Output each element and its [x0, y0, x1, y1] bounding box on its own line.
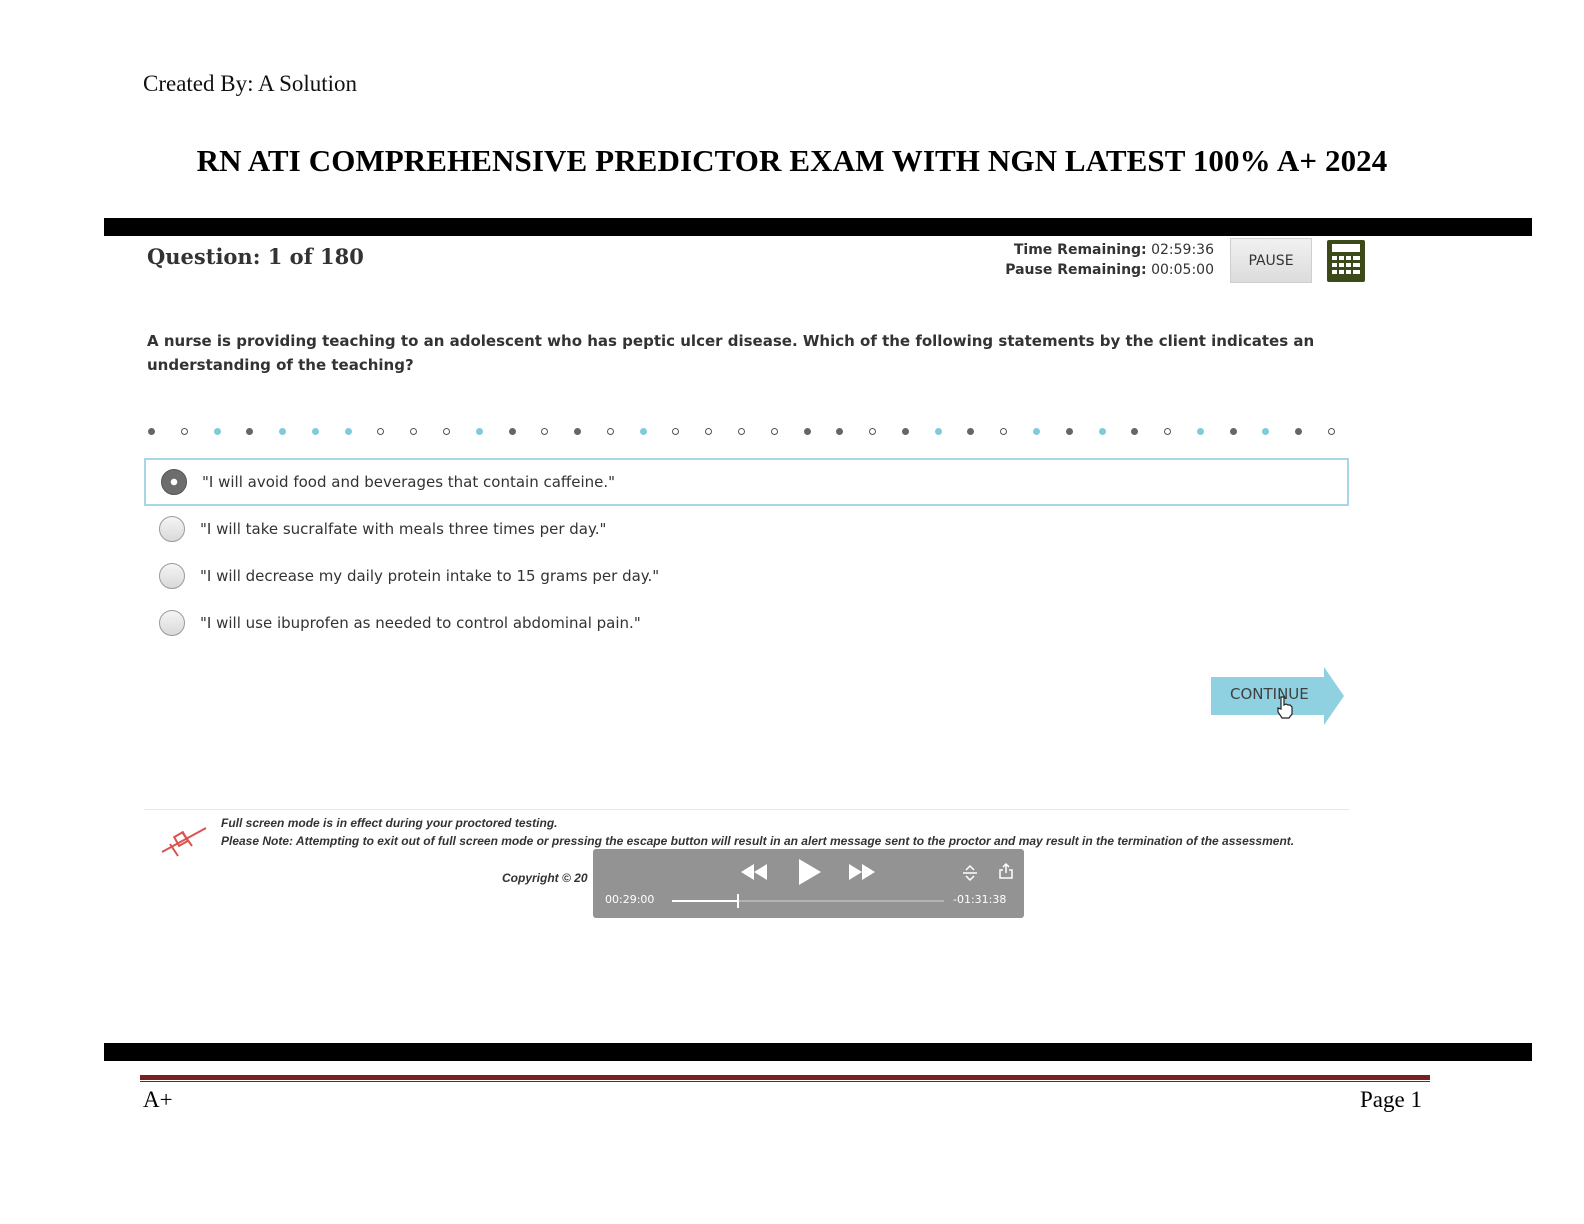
answer-option-1[interactable] [144, 458, 1349, 506]
progress-dot [1033, 428, 1040, 435]
pause-button[interactable]: PAUSE [1230, 238, 1312, 283]
play-icon[interactable] [797, 859, 821, 885]
footer-divider [144, 809, 1349, 810]
progress-dot [967, 428, 974, 435]
footer-rule-thin [140, 1081, 1430, 1082]
progress-dot [1295, 428, 1302, 435]
progress-dot [509, 428, 516, 435]
progress-dot [738, 428, 745, 435]
progress-dot [1328, 428, 1335, 435]
question-text: A nurse is providing teaching to an adolescent who has peptic ulcer disease. Which of the following statements by the client indicates an understanding of the teaching? [147, 332, 1315, 374]
progress-dot [1000, 428, 1007, 435]
copyright: Copyright © 20 [502, 871, 588, 885]
progress-dot [705, 428, 712, 435]
radio-button[interactable] [159, 516, 185, 542]
answer-option-4[interactable] [144, 599, 1349, 647]
answer-option-3[interactable] [144, 552, 1349, 600]
progress-dot [1230, 428, 1237, 435]
question-counter: Question: 1 of 180 [147, 244, 364, 269]
answer-text: "I will decrease my daily protein intake to 15 grams per day." [200, 567, 660, 585]
document-created-by: Created By: A Solution [143, 71, 358, 96]
radio-button[interactable] [159, 563, 185, 589]
progress-dot [541, 428, 548, 435]
progress-dots [148, 425, 1348, 439]
rewind-icon[interactable] [741, 864, 767, 880]
document-title: RN ATI COMPREHENSIVE PREDICTOR EXAM WITH NGN LATEST 100% A+ 2024 [196, 143, 1388, 178]
progress-dot [574, 428, 581, 435]
progress-dot [869, 428, 876, 435]
footer-grade: A+ [143, 1087, 173, 1112]
calculator-icon[interactable] [1326, 239, 1366, 283]
footer-rule [140, 1075, 1430, 1080]
time-remaining-value: 02:59:36 [1151, 242, 1214, 258]
progress-dot [377, 428, 384, 435]
video-player-controls [593, 849, 1024, 918]
fullscreen-notice: Full screen mode is in effect during your proctored testing. [221, 816, 558, 830]
top-black-bar [104, 218, 1532, 236]
progress-dot [902, 428, 909, 435]
progress-dot [640, 428, 647, 435]
radio-button[interactable] [159, 610, 185, 636]
progress-dot [279, 428, 286, 435]
progress-dot [1164, 428, 1171, 435]
bottom-black-bar [104, 1043, 1532, 1061]
elapsed-time: 00:29:00 [605, 893, 655, 906]
progress-dot [476, 428, 483, 435]
progress-dot [836, 428, 843, 435]
progress-dot [443, 428, 450, 435]
hand-cursor-icon [1275, 695, 1295, 719]
answer-text: "I will take sucralfate with meals three times per day." [200, 520, 607, 538]
answer-text: "I will avoid food and beverages that contain caffeine." [202, 473, 616, 491]
progress-dot [312, 428, 319, 435]
seek-bar-handle[interactable] [737, 894, 739, 908]
progress-dot [1197, 428, 1204, 435]
progress-dot [935, 428, 942, 435]
pause-remaining-label: Pause Remaining: [1005, 262, 1147, 278]
progress-dot [246, 428, 253, 435]
progress-dot [804, 428, 811, 435]
progress-dot [345, 428, 352, 435]
seek-bar-fill [672, 900, 737, 902]
resize-icon[interactable] [962, 865, 978, 881]
progress-dot [771, 428, 778, 435]
progress-dot [1131, 428, 1138, 435]
progress-dot [410, 428, 417, 435]
progress-dot [672, 428, 679, 435]
pause-remaining-value: 00:05:00 [1151, 262, 1214, 278]
fast-forward-icon[interactable] [849, 864, 875, 880]
progress-dot [1099, 428, 1106, 435]
remaining-time: -01:31:38 [953, 893, 1007, 906]
time-remaining-label: Time Remaining: [1013, 242, 1147, 258]
seek-bar[interactable] [672, 900, 944, 902]
page-number: Page 1 [1360, 1087, 1422, 1112]
answer-option-2[interactable] [144, 505, 1349, 553]
timers [1005, 240, 1214, 280]
please-note: Please Note: Attempting to exit out of full screen mode or pressing the escape button will result in an alert message sent to the proctor and may result in the termination of the assessment. [221, 834, 1295, 848]
progress-dot [181, 428, 188, 435]
answer-options [144, 458, 1349, 646]
progress-dot [1066, 428, 1073, 435]
share-icon[interactable] [999, 863, 1013, 879]
answer-text: "I will use ibuprofen as needed to control abdominal pain." [200, 614, 641, 632]
progress-dot [148, 428, 155, 435]
exam-screenshot [104, 236, 1532, 1043]
radio-button-selected[interactable] [161, 469, 187, 495]
progress-dot [1262, 428, 1269, 435]
continue-label[interactable]: CONTINUE [1230, 685, 1309, 703]
fullscreen-icon [158, 822, 210, 858]
progress-dot [214, 428, 221, 435]
progress-dot [607, 428, 614, 435]
